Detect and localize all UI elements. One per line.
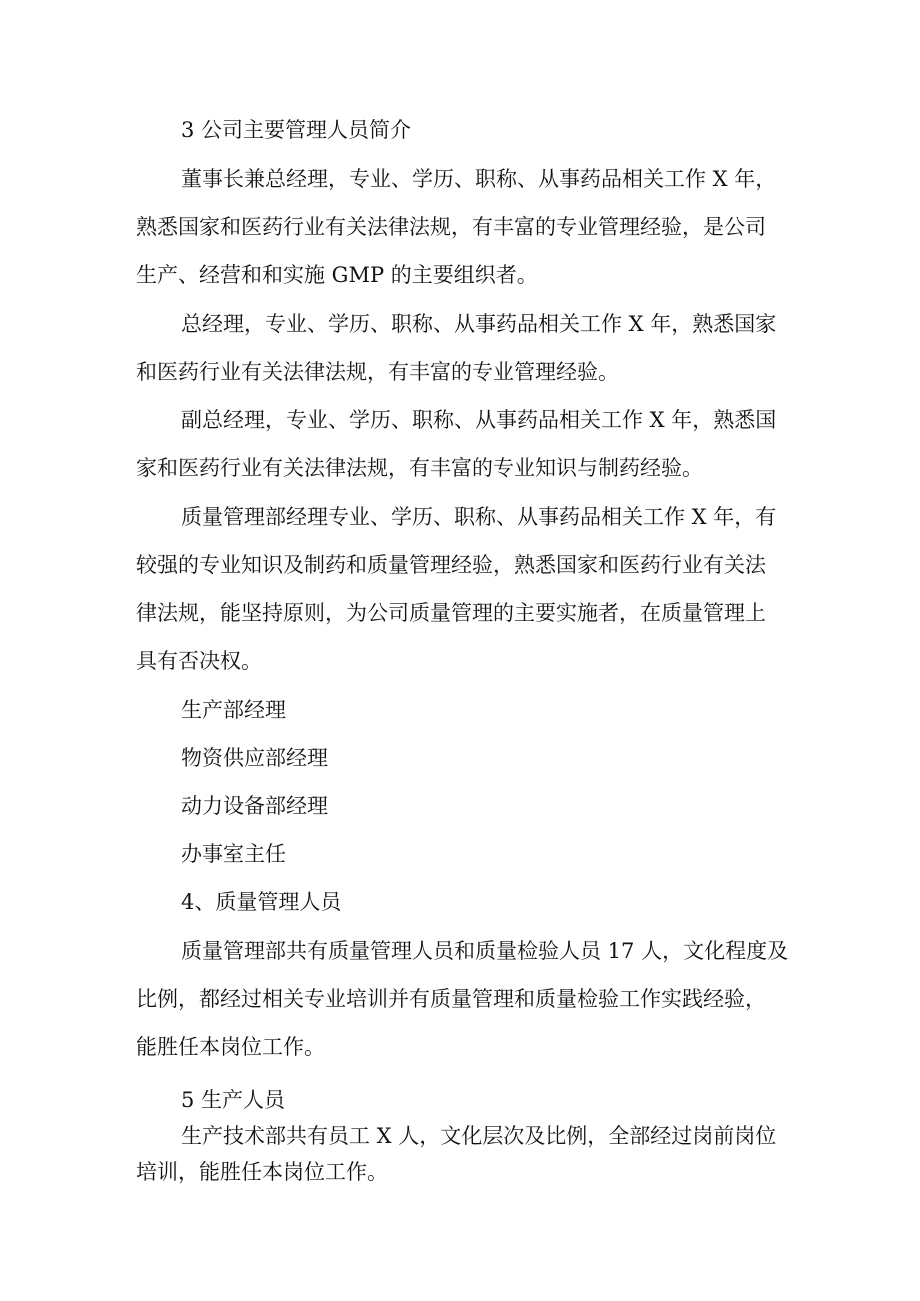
paragraph-deputy-line-2: 家和医药行业有关法律法规，有丰富的专业知识与制药经验。	[136, 456, 703, 480]
paragraph-qa-manager-line-2: 较强的专业知识及制药和质量管理经验，熟悉国家和医药行业有关法	[136, 553, 766, 577]
heading-section-5: 5 生产人员	[181, 1088, 286, 1112]
paragraph-qa-staff-line-3: 能胜任本岗位工作。	[136, 1035, 325, 1059]
paragraph-production-staff-line-2: 培训，能胜任本岗位工作。	[136, 1160, 388, 1184]
item-office-director: 办事室主任	[181, 842, 286, 866]
paragraph-chairman-line-3: 生产、经营和和实施 GMP 的主要组织者。	[136, 263, 538, 287]
paragraph-chairman-line-2: 熟悉国家和医药行业有关法律法规，有丰富的专业管理经验，是公司	[136, 215, 766, 239]
paragraph-qa-staff-line-2: 比例，都经过相关专业培训并有质量管理和质量检验工作实践经验，	[136, 987, 766, 1011]
paragraph-gm-line-1: 总经理，专业、学历、职称、从事药品相关工作 X 年，熟悉国家	[181, 312, 777, 336]
paragraph-chairman-line-1: 董事长兼总经理，专业、学历、职称、从事药品相关工作 X 年，	[181, 167, 777, 191]
paragraph-qa-manager-line-3: 律法规，能坚持原则，为公司质量管理的主要实施者，在质量管理上	[136, 601, 766, 625]
heading-section-3: 3 公司主要管理人员简介	[181, 118, 412, 142]
item-supply-manager: 物资供应部经理	[181, 746, 328, 770]
paragraph-qa-manager-line-4: 具有否决权。	[136, 649, 262, 673]
item-production-manager: 生产部经理	[181, 698, 286, 722]
paragraph-qa-manager-line-1: 质量管理部经理专业、学历、职称、从事药品相关工作 X 年，有	[181, 505, 777, 529]
heading-section-4: 4、质量管理人员	[181, 890, 342, 914]
item-equipment-manager: 动力设备部经理	[181, 794, 328, 818]
paragraph-gm-line-2: 和医药行业有关法律法规，有丰富的专业管理经验。	[136, 360, 619, 384]
paragraph-deputy-line-1: 副总经理，专业、学历、职称、从事药品相关工作 X 年，熟悉国	[181, 408, 777, 432]
paragraph-qa-staff-line-1: 质量管理部共有质量管理人员和质量检验人员 17 人，文化程度及	[181, 939, 789, 963]
paragraph-production-staff-line-1: 生产技术部共有员工 X 人，文化层次及比例，全部经过岗前岗位	[181, 1124, 777, 1148]
